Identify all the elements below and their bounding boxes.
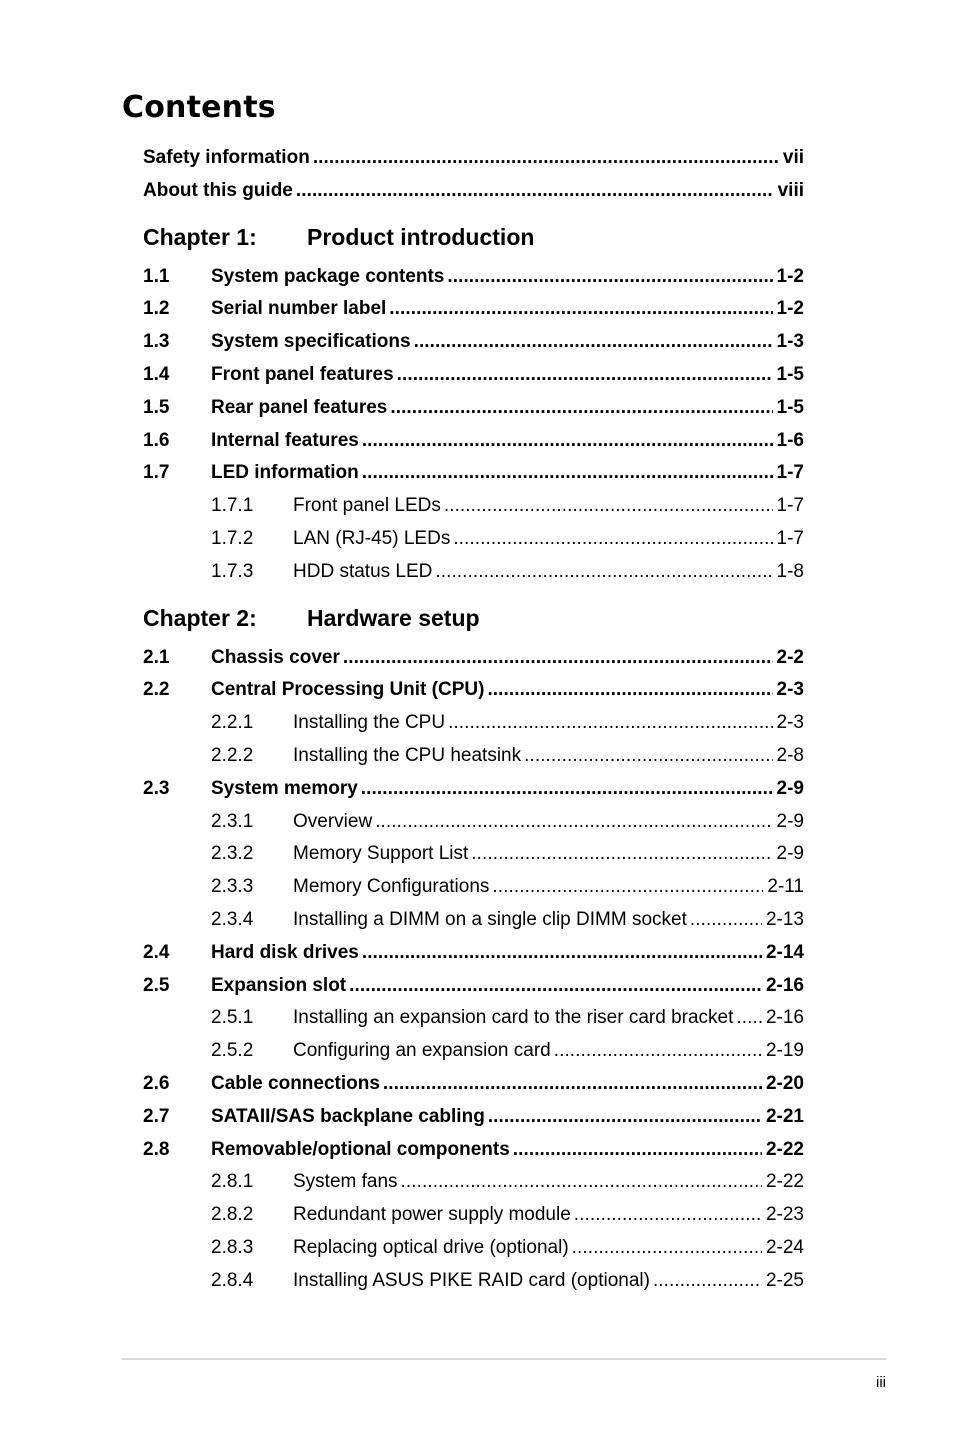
dot-leader (362, 937, 762, 970)
toc-entry-number: 2.5.1 (211, 1007, 254, 1029)
dot-leader (390, 392, 772, 425)
toc-entry-number: 2.8.2 (211, 1204, 254, 1226)
dot-leader (349, 970, 762, 1003)
toc-section-entry[interactable] (143, 326, 804, 359)
toc-entry-page: 2-25 (765, 1269, 804, 1291)
toc-entry-title: Central Processing Unit (CPU) (211, 679, 485, 701)
toc-entry-title: HDD status LED (293, 560, 433, 582)
toc-entry-title: Internal features (211, 429, 359, 451)
toc-subsection-entry[interactable] (143, 1232, 804, 1265)
toc-entry-page: 2-3 (776, 712, 804, 734)
toc-entry-title: Configuring an expansion card (293, 1040, 551, 1062)
toc-entry-page: viii (777, 179, 804, 201)
toc-section-entry[interactable] (143, 293, 804, 326)
toc-entry-number: 1.7 (143, 462, 170, 484)
toc-section-entry[interactable] (143, 970, 804, 1003)
toc-entry-number: 2.8.4 (211, 1269, 254, 1291)
toc-entry-number: 1.7.2 (211, 527, 254, 549)
dot-leader (513, 1134, 762, 1167)
toc-subsection-entry[interactable] (143, 556, 804, 589)
toc-subsection-entry[interactable] (143, 1002, 804, 1035)
toc-section-entry[interactable] (143, 937, 804, 970)
toc-entry-title: Memory Support List (293, 843, 469, 865)
toc-entry-number: 1.7.3 (211, 560, 254, 582)
toc-section-entry[interactable] (143, 457, 804, 490)
toc-entry-number: 2.8.1 (211, 1171, 254, 1193)
toc-entry-page: 2-9 (776, 810, 804, 832)
toc-section-entry[interactable] (143, 425, 804, 458)
dot-leader (343, 642, 773, 675)
dot-leader (389, 293, 772, 326)
toc-entry-title: System fans (293, 1171, 398, 1193)
toc-entry-number: 2.3.4 (211, 908, 254, 930)
chapter-heading[interactable] (143, 213, 804, 261)
toc-entry-page: 2-23 (765, 1204, 804, 1226)
toc-entry-number: 2.5 (143, 974, 170, 996)
dot-leader (574, 1199, 762, 1232)
dot-leader (361, 773, 773, 806)
dot-leader (736, 1002, 762, 1035)
toc-entry-title: LAN (RJ-45) LEDs (293, 527, 451, 549)
dot-leader (487, 674, 772, 707)
toc-entry-title: Installing an expansion card to the riser card bracket (293, 1007, 734, 1029)
toc-entry-title: Front panel features (211, 363, 394, 385)
toc-entry-page: 2-8 (776, 744, 804, 766)
dot-leader (375, 806, 772, 839)
dot-leader (383, 1068, 762, 1101)
toc-entry-number: 2.4 (143, 941, 170, 963)
footer-divider (122, 1358, 886, 1360)
dot-leader (362, 425, 773, 458)
toc-entry-page: 2-22 (765, 1171, 804, 1193)
toc-entry-page: 1-3 (776, 331, 804, 353)
toc-entry-page: 1-2 (776, 298, 804, 320)
toc-entry-title: Installing the CPU (293, 712, 446, 734)
toc-entry-number: 2.3.3 (211, 876, 254, 898)
toc-subsection-entry[interactable] (143, 1035, 804, 1068)
toc-entry-title: Removable/optional components (211, 1138, 510, 1160)
toc-entry-title: System package contents (211, 265, 445, 287)
toc-subsection-entry[interactable] (143, 1265, 804, 1298)
toc-entry-title: Serial number label (211, 298, 387, 320)
dot-leader (488, 1101, 762, 1134)
toc-entry[interactable] (143, 142, 804, 175)
toc-entry-page: 2-13 (765, 908, 804, 930)
toc-subsection-entry[interactable] (143, 904, 804, 937)
toc-entry-page: 2-11 (767, 876, 804, 898)
page-number: iii (876, 1374, 886, 1391)
page-title: Contents (122, 90, 276, 125)
toc-section-entry[interactable] (143, 773, 804, 806)
toc-section-entry[interactable] (143, 1101, 804, 1134)
dot-leader (447, 261, 772, 294)
toc-entry-number: 2.2.1 (211, 712, 254, 734)
dot-leader (453, 523, 772, 556)
toc-subsection-entry[interactable] (143, 523, 804, 556)
toc-section-entry[interactable] (143, 1068, 804, 1101)
toc-entry-title: Safety information (143, 147, 310, 168)
chapter-name: Product introduction (307, 223, 535, 250)
chapter-name: Hardware setup (307, 604, 480, 631)
toc-section-entry[interactable] (143, 1134, 804, 1167)
toc-entry-page: 2-19 (765, 1040, 804, 1062)
dot-leader (492, 871, 763, 904)
toc-entry-number: 1.5 (143, 396, 170, 418)
dot-leader (448, 707, 772, 740)
toc-entry-title: Memory Configurations (293, 876, 490, 898)
dot-leader (435, 556, 772, 589)
toc-entry-title: Replacing optical drive (optional) (293, 1236, 569, 1258)
toc-entry-number: 2.2.2 (211, 744, 254, 766)
toc-entry-number: 2.3 (143, 777, 170, 799)
toc-entry-title: SATAII/SAS backplane cabling (211, 1105, 485, 1127)
toc-entry-number: 1.1 (143, 265, 170, 287)
chapter-label: Chapter 2: (143, 604, 257, 631)
toc-entry-page: 1-5 (776, 363, 804, 385)
toc-entry-number: 2.3.2 (211, 843, 254, 865)
toc-entry-title: LED information (211, 462, 359, 484)
dot-leader (397, 359, 773, 392)
toc-entry-page: vii (782, 147, 804, 168)
toc-entry-page: 2-9 (776, 843, 804, 865)
toc-entry-page: 1-5 (776, 396, 804, 418)
toc-section-entry[interactable] (143, 392, 804, 425)
table-of-contents (143, 142, 804, 1298)
dot-leader (554, 1035, 762, 1068)
dot-leader (653, 1265, 762, 1298)
toc-entry-title: About this guide (143, 179, 293, 201)
toc-section-entry[interactable] (143, 261, 804, 294)
toc-entry-title: Front panel LEDs (293, 495, 441, 517)
toc-entry-title: Installing a DIMM on a single clip DIMM socket (293, 908, 687, 930)
toc-entry-number: 1.2 (143, 298, 170, 320)
toc-entry-title: Expansion slot (211, 974, 347, 996)
toc-subsection-entry[interactable] (143, 806, 804, 839)
toc-entry-page: 2-14 (765, 941, 804, 963)
dot-leader (690, 904, 762, 937)
toc-entry-title: System specifications (211, 331, 411, 353)
toc-subsection-entry[interactable] (143, 838, 804, 871)
toc-entry-number: 2.7 (143, 1105, 170, 1127)
dot-leader (572, 1232, 762, 1265)
toc-subsection-entry[interactable] (143, 490, 804, 523)
toc-section-entry[interactable] (143, 359, 804, 392)
toc-entry-title: Cable connections (211, 1072, 380, 1094)
toc-entry-number: 2.2 (143, 679, 170, 701)
toc-entry-page: 1-7 (776, 527, 804, 549)
toc-entry-number: 2.1 (143, 646, 170, 668)
toc-entry-page: 1-7 (776, 462, 804, 484)
toc-entry-title: Redundant power supply module (293, 1204, 571, 1226)
toc-entry-title: Installing the CPU heatsink (293, 744, 522, 766)
toc-entry-page: 2-20 (765, 1072, 804, 1094)
chapter-heading[interactable] (143, 594, 804, 642)
dot-leader (471, 838, 772, 871)
toc-entry-number: 1.7.1 (211, 495, 254, 517)
toc-entry-number: 1.3 (143, 331, 170, 353)
toc-entry-page: 1-8 (776, 560, 804, 582)
toc-entry-title: Installing ASUS PIKE RAID card (optional) (293, 1269, 650, 1291)
toc-entry-page: 2-21 (765, 1105, 804, 1127)
toc-entry-page: 2-16 (765, 974, 804, 996)
toc-subsection-entry[interactable] (143, 707, 804, 740)
toc-entry-page: 2-22 (765, 1138, 804, 1160)
toc-subsection-entry[interactable] (143, 1166, 804, 1199)
chapter-label: Chapter 1: (143, 223, 257, 250)
toc-entry-title: System memory (211, 777, 358, 799)
toc-entry-title: Rear panel features (211, 396, 388, 418)
dot-leader (524, 740, 772, 773)
dot-leader (313, 142, 779, 175)
toc-entry-page: 1-2 (776, 265, 804, 287)
toc-entry-title: Hard disk drives (211, 941, 359, 963)
toc-entry-page: 2-16 (765, 1007, 804, 1029)
dot-leader (296, 175, 774, 208)
toc-subsection-entry[interactable] (143, 1199, 804, 1232)
toc-entry-number: 1.6 (143, 429, 170, 451)
toc-entry-number: 1.4 (143, 363, 170, 385)
toc-entry-number: 2.8 (143, 1138, 170, 1160)
toc-entry-page: 2-2 (776, 646, 804, 668)
toc-entry-title: Overview (293, 810, 373, 832)
dot-leader (401, 1166, 762, 1199)
toc-entry-number: 2.6 (143, 1072, 170, 1094)
toc-entry-number: 2.3.1 (211, 810, 254, 832)
toc-entry-title: Chassis cover (211, 646, 340, 668)
toc-subsection-entry[interactable] (143, 740, 804, 773)
dot-leader (414, 326, 773, 359)
toc-section-entry[interactable] (143, 642, 804, 675)
toc-entry-number: 2.5.2 (211, 1040, 254, 1062)
toc-entry-number: 2.8.3 (211, 1236, 254, 1258)
toc-section-entry[interactable] (143, 674, 804, 707)
dot-leader (444, 490, 773, 523)
toc-entry[interactable] (143, 175, 804, 208)
dot-leader (362, 457, 773, 490)
toc-entry-page: 1-7 (776, 495, 804, 517)
toc-entry-page: 2-3 (776, 679, 804, 701)
toc-entry-page: 2-9 (776, 777, 804, 799)
toc-entry-page: 1-6 (776, 429, 804, 451)
toc-entry-page: 2-24 (765, 1236, 804, 1258)
toc-subsection-entry[interactable] (143, 871, 804, 904)
